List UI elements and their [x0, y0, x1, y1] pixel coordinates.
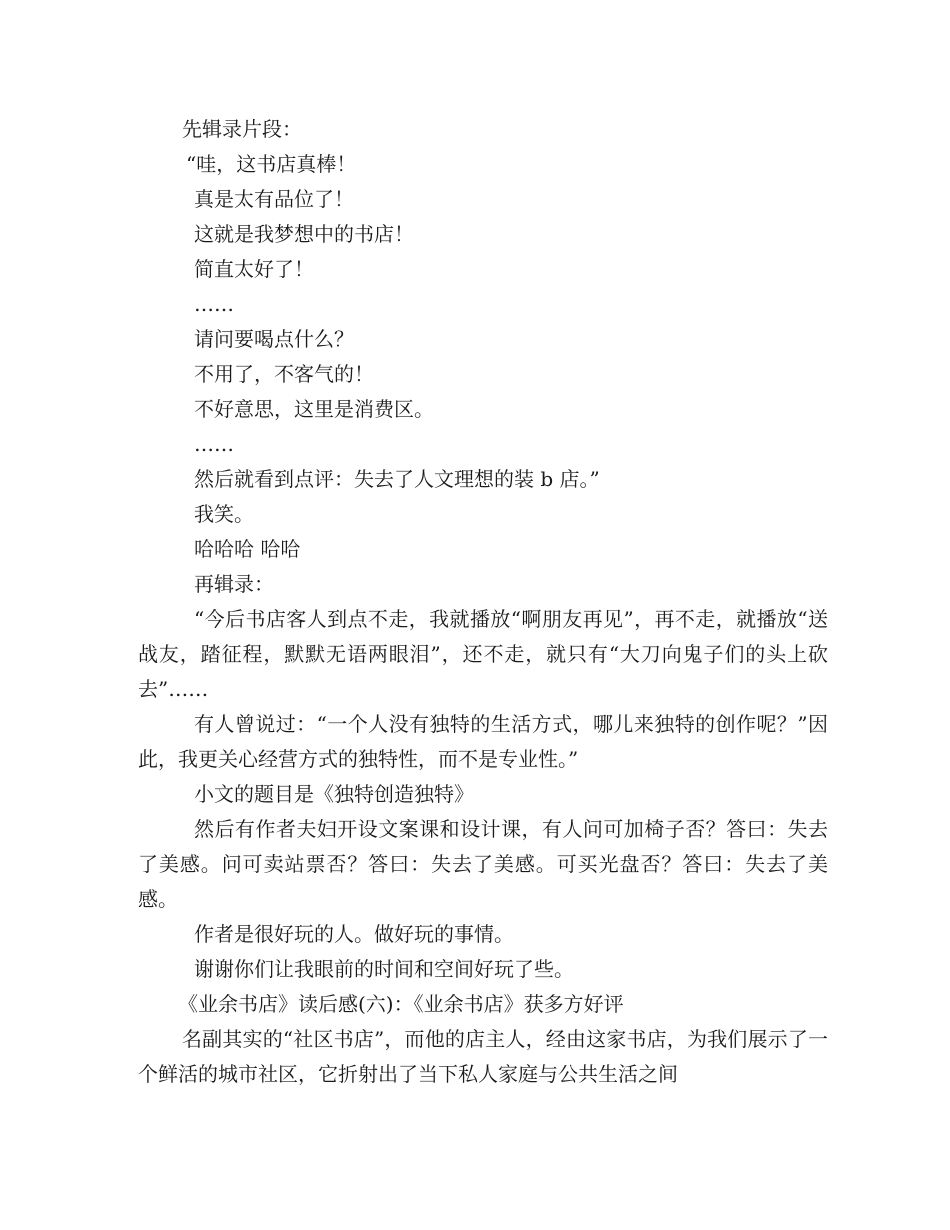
text-line: 不用了，不客气的！: [194, 362, 374, 386]
text-line: 不好意思，这里是消费区。: [194, 397, 434, 421]
text-line: 哈哈哈 哈哈: [194, 537, 301, 561]
text-line: ……: [194, 292, 234, 316]
text-line: 谢谢你们让我眼前的时间和空间好玩了些。: [194, 957, 574, 981]
paragraph: 名副其实的“社区书店”，而他的店主人，经由这家书店，为我们展示了一个鲜活的城市社区，它折射出了当下私人家庭与公共生活之间: [138, 1027, 828, 1086]
paragraph: 然后有作者夫妇开设文案课和设计课，有人问可加椅子否？答曰：失去了美感。问可卖站票否？答曰：失去了美感。可买光盘否？答曰：失去了美感。: [138, 817, 828, 911]
text-line: 然后就看到点评：失去了人文理想的装 b 店。”: [194, 467, 600, 491]
text-line: “哇，这书店真棒！: [186, 152, 357, 176]
text-line: 作者是很好玩的人。做好玩的事情。: [194, 922, 514, 946]
text-line: 真是太有品位了！: [194, 187, 354, 211]
text-line: ……: [194, 432, 234, 456]
text-line: 再辑录：: [194, 572, 274, 596]
paragraph: 有人曾说过：“一个人没有独特的生活方式，哪儿来独特的创作呢？”因此，我更关心经营方式的独特性，而不是专业性。”: [138, 712, 828, 771]
text-line: 这就是我梦想中的书店！: [194, 222, 414, 246]
text-line: 请问要喝点什么？: [194, 327, 354, 351]
text-line: 我笑。: [194, 502, 254, 526]
text-line: 小文的题目是《独特创造独特》: [194, 782, 474, 806]
text-line: 简直太好了！: [194, 257, 314, 281]
text-line: 先辑录片段：: [182, 117, 302, 141]
document-body: [138, 112, 828, 1092]
paragraph: “今后书店客人到点不走，我就播放“啊朋友再见”，再不走，就播放“送战友，踏征程，默默无语两眼泪”，还不走，就只有“大刀向鬼子们的头上砍去”……: [138, 607, 828, 701]
section-heading: 《业余书店》读后感(六)：《业余书店》获多方好评: [178, 992, 624, 1016]
